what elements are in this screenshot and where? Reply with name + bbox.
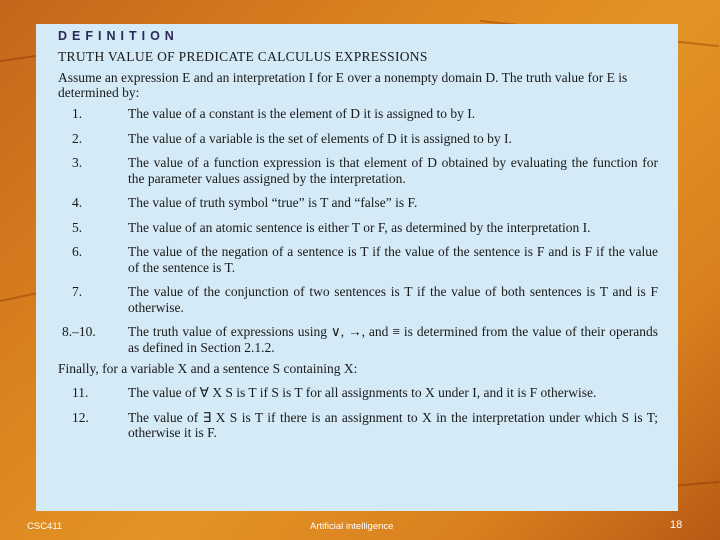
rule-number: 12. bbox=[72, 409, 89, 425]
definition-heading: DEFINITION bbox=[58, 29, 179, 43]
rule-text: The value of the conjunction of two sentences is T if the value of both sentences is T and is F otherwise. bbox=[128, 284, 658, 315]
rule-number: 5. bbox=[72, 219, 83, 235]
footer-course: CSC411 bbox=[27, 521, 63, 532]
rule-item bbox=[58, 131, 658, 147]
rule-item bbox=[58, 220, 658, 236]
rule-number: 6. bbox=[72, 244, 83, 259]
rule-item bbox=[58, 324, 658, 355]
rule-item bbox=[58, 284, 658, 315]
rule-item bbox=[58, 155, 658, 186]
rule-number: 1. bbox=[72, 106, 83, 121]
rule-item bbox=[58, 385, 658, 401]
rule-text: The value of a constant is the element of D it is assigned to by I. bbox=[128, 106, 476, 121]
rule-number: 11. bbox=[72, 385, 89, 400]
definition-intro: Assume an expression E and an interpretation I for E over a nonempty domain D. The truth value for E is determined by: bbox=[58, 70, 628, 100]
rule-text: The value of a variable is the set of elements of D it is assigned to by I. bbox=[128, 130, 512, 146]
rule-number: 8.–10. bbox=[62, 324, 96, 339]
rules-list-a bbox=[58, 106, 658, 355]
rule-text: The value of an atomic sentence is either T or F, as determined by the interpretation I. bbox=[128, 219, 591, 235]
rule-number: 7. bbox=[72, 284, 83, 299]
footer-page-number: 18 bbox=[670, 519, 683, 531]
rule-item bbox=[58, 410, 658, 441]
rule-item bbox=[58, 244, 658, 275]
rules-list-b bbox=[58, 385, 658, 441]
rule-number: 2. bbox=[72, 130, 83, 146]
rule-text: The truth value of expressions using ∨, →, and ≡ is determined from the value of their operands as defined in Section 2.1.2. bbox=[128, 324, 658, 355]
rule-number: 4. bbox=[72, 195, 83, 210]
rule-number: 3. bbox=[72, 155, 83, 170]
rule-text: The value of the negation of a sentence is T if the value of the sentence is F and is F if the value of the sentence is T. bbox=[128, 244, 658, 275]
rule-item bbox=[58, 195, 658, 211]
rule-text: The value of ∃ X S is T if there is an assignment to X in the interpretation under which S is T; otherwise it is F. bbox=[128, 409, 658, 440]
rule-item bbox=[58, 106, 658, 122]
definition-subheading: TRUTH VALUE OF PREDICATE CALCULUS EXPRESSIONS bbox=[58, 49, 428, 64]
footer-title: Artificial intelligence bbox=[310, 521, 394, 532]
rule-text: The value of truth symbol “true” is T and “false” is F. bbox=[128, 195, 418, 210]
definition-panel bbox=[36, 24, 678, 511]
finally-statement: Finally, for a variable X and a sentence S containing X: bbox=[58, 361, 358, 376]
rule-text: The value of a function expression is that element of D obtained by evaluating the function for the parameter values assigned by the interpretation. bbox=[128, 155, 658, 186]
rule-text: The value of ∀ X S is T if S is T for all assignments to X under I, and it is F otherwise. bbox=[128, 385, 597, 400]
